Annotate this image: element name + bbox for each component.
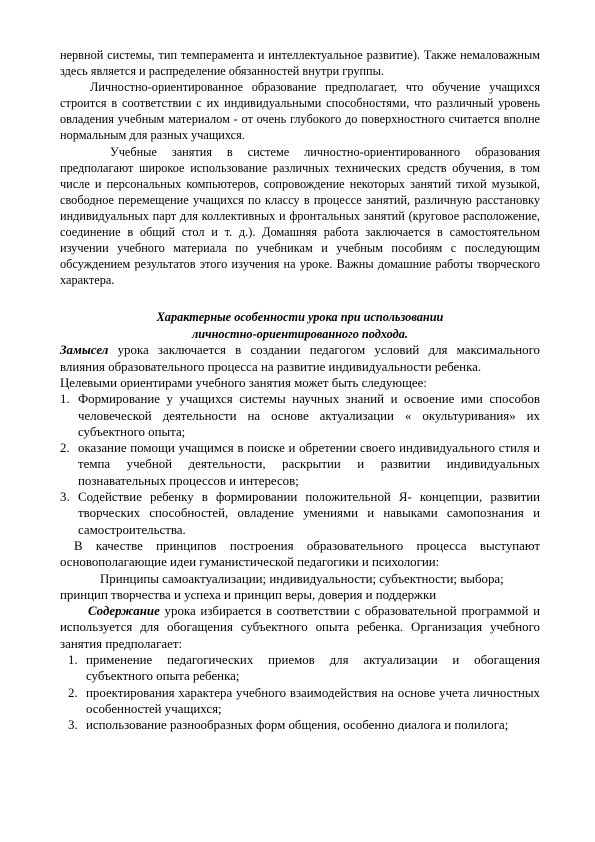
organization-list — [60, 652, 540, 733]
section-heading-line1: Характерные особенности урока при использовании — [156, 310, 444, 325]
list-item — [60, 717, 540, 733]
list-item-number: 2. — [60, 441, 70, 456]
paragraph-personal-oriented-education: Личностно-ориентированное образование предполагает, что обучение учащихся строится в соответствии с их индивидуальными способностями, что различный уровень овладения учебным материалом - от очень глубокого до поверхностного считается вполне нормальным для разных учащихся. — [60, 80, 540, 143]
list-item — [60, 391, 540, 440]
list-item-text: оказание помощи учащимся в поиске и обретении своего индивидуального стиля и темпа учебной деятельности, раскрытии и развитии индивидуальных познавательных процессов и интересов; — [78, 441, 540, 488]
paragraph-principles: Принципы самоактуализации; индивидуальности; субъектности; выбора; принцип творчества и успеха и принцип веры, доверия и поддержки — [60, 571, 504, 602]
lesson-idea-term: Замысел — [60, 343, 109, 358]
lesson-idea-text: урока заключается в создании педагогом условий для максимального влияния образовательного процесса на развитие индивидуальности ребенка. — [60, 343, 540, 374]
goals-list — [60, 391, 540, 538]
list-item-text: использование разнообразных форм общения, особенно диалога и полилога; — [86, 718, 509, 733]
paragraph-lesson-idea — [60, 342, 540, 375]
list-item-number: 1. — [68, 653, 78, 668]
lesson-content-text: урока избирается в соответствии с образовательной программой и используется для обогащения субъектного опыта ребенка. Организация учебного занятия предполагает: — [60, 604, 540, 651]
list-item — [60, 652, 540, 685]
list-item-text: Содействие ребенку в формировании положительной Я- концепции, развитии творческих способностей, овладение умениями и навыками самопознания и самостроительства. — [78, 490, 540, 537]
list-item-number: 2. — [68, 685, 78, 700]
paragraph-nervous-system: нервной системы, тип темперамента и интеллектуальное развитие). Также немаловажным здесь является и распределение обязанностей внутри группы. — [60, 48, 540, 79]
list-item-text: Формирование у учащихся системы научных знаний и освоение ими способов человеческой деятельности на основе актуализации « окультуривания» их субъектного опыта; — [78, 392, 540, 439]
list-item-text: применение педагогических приемов для актуализации и обогащения субъектного опыта ребенка; — [86, 653, 540, 684]
list-item — [60, 440, 540, 489]
section-heading-line2: личностно-ориентированного подхода. — [192, 326, 408, 341]
paragraph-lessons-technical-means: Учебные занятия в системе личностно-ориентированного образования предполагают широкое использование различных технических средств обучения, в том числе и персональных компьютеров, сопровождение некоторых занятий тихой музыкой, свободное перемещение учащихся по классу в процессе занятий, различную расстановку индивидуальных парт для коллективных и фронтальных занятий (круговое расположение, соединение в общий стол и т. д.). Домашняя работа заключается в самостоятельном изучении учебного материала по учебникам и учебным пособиям с последующим обсуждением результатов этого изучения на уроке. Важны домашние работы творческого характера. — [60, 144, 540, 288]
lesson-content-term: Содержание — [88, 604, 160, 619]
section-spacer — [60, 288, 540, 309]
paragraph-lesson-content — [60, 603, 540, 652]
list-item-number: 3. — [68, 718, 78, 733]
list-item-number: 3. — [60, 490, 70, 505]
paragraph-goals-intro: Целевыми ориентирами учебного занятия может быть следующее: — [60, 376, 427, 390]
document-body — [60, 47, 540, 734]
list-item-number: 1. — [60, 392, 70, 407]
list-item-text: проектирования характера учебного взаимодействия на основе учета личностных особенностей учащихся; — [86, 685, 540, 716]
list-item — [60, 685, 540, 718]
paragraph-principles-intro: В качестве принципов построения образовательного процесса выступают основополагающие идеи гуманистической педагогики и психологии: — [60, 538, 540, 570]
list-item — [60, 489, 540, 538]
